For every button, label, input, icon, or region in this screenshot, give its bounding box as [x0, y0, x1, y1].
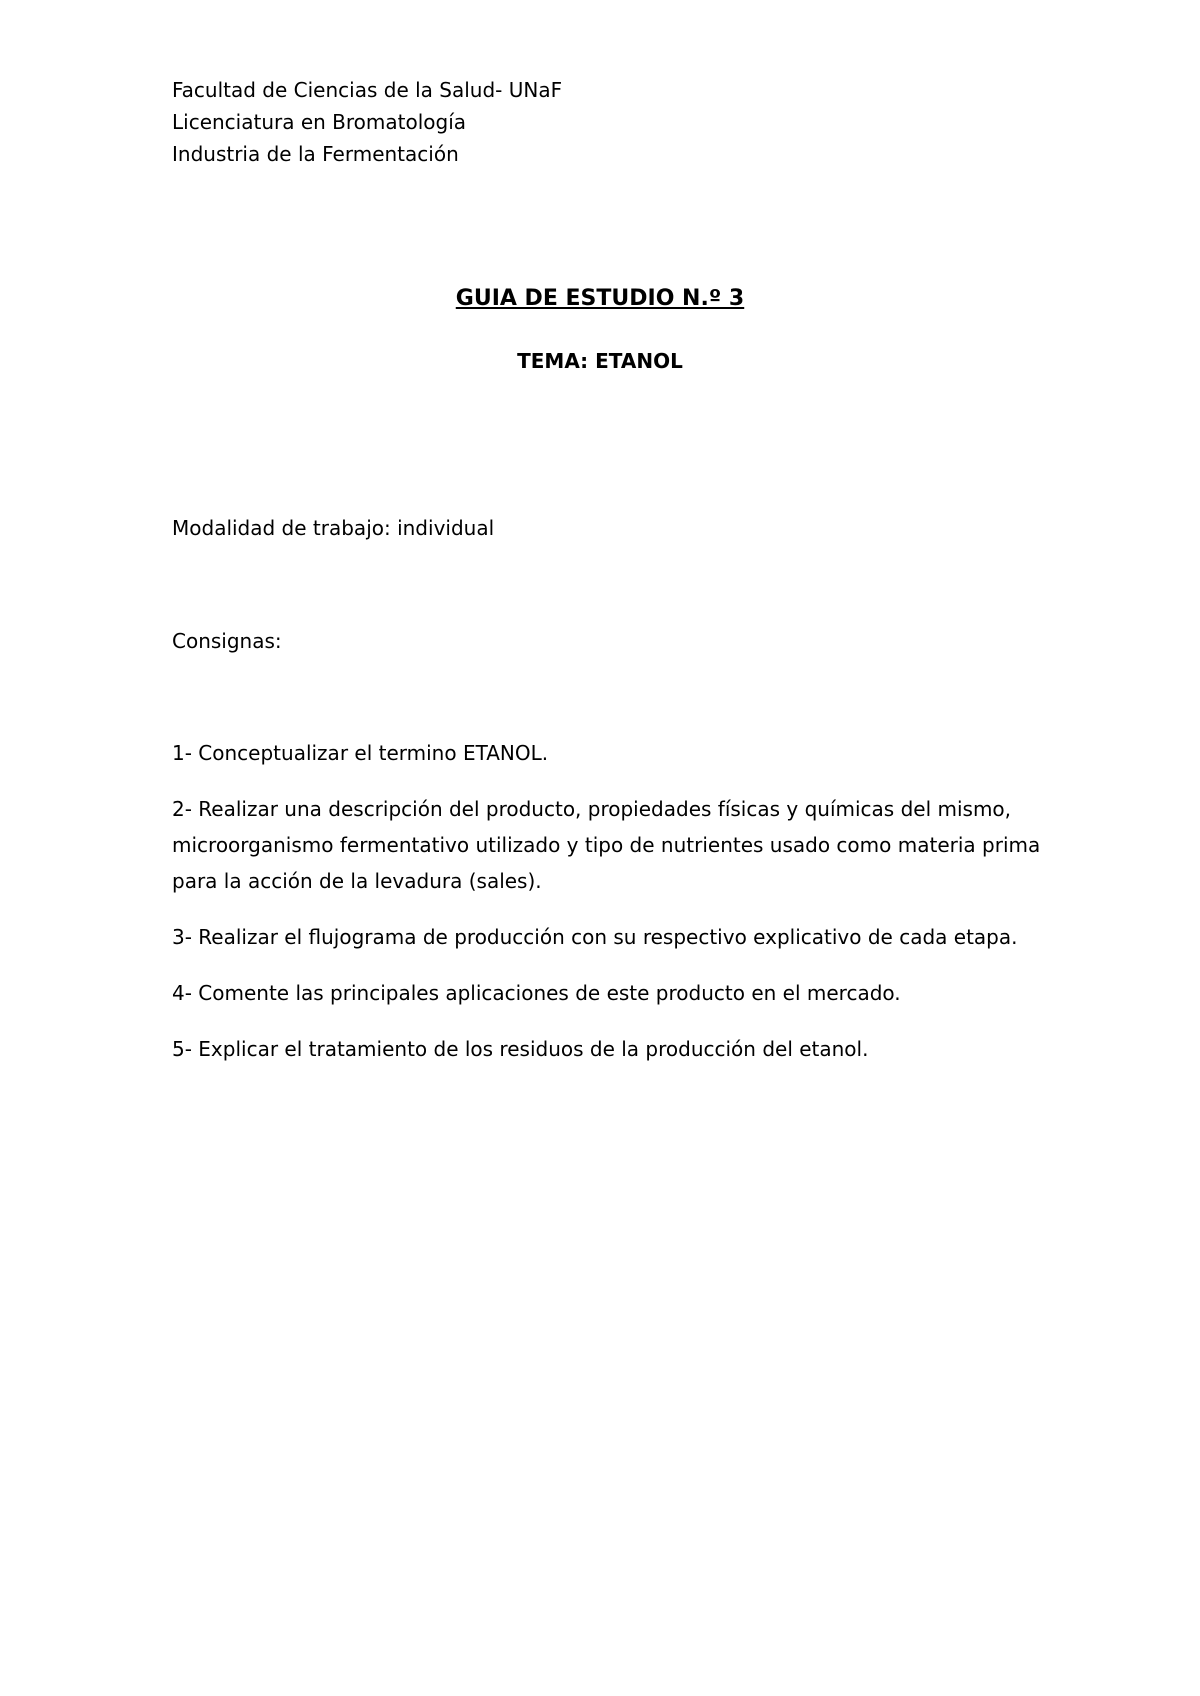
page-title: GUIA DE ESTUDIO N.º 3 — [455, 286, 745, 311]
instruction-item: 4- Comente las principales aplicaciones de este producto en el mercado. — [172, 981, 901, 1005]
document-header — [172, 74, 562, 170]
work-mode-text: Modalidad de trabajo: individual — [172, 516, 495, 540]
instruction-item: 5- Explicar el tratamiento de los residuos de la producción del etanol. — [172, 1037, 869, 1061]
faculty-line: Facultad de Ciencias de la Salud- UNaF — [172, 78, 563, 102]
instructions-list — [172, 735, 1042, 1087]
instruction-item: 1- Conceptualizar el termino ETANOL. — [172, 741, 549, 765]
instruction-item: 3- Realizar el flujograma de producción con su respectivo explicativo de cada etapa. — [172, 925, 1018, 949]
degree-line: Licenciatura en Bromatología — [172, 110, 467, 134]
course-line: Industria de la Fermentación — [172, 142, 459, 166]
instruction-item: 2- Realizar una descripción del producto, propiedades físicas y químicas del mismo, microorganismo fermentativo utilizado y tipo de nutrientes usado como materia prima para la acción de la levadura (sales). — [172, 797, 1041, 893]
topic-subtitle: TEMA: ETANOL — [517, 349, 683, 373]
instructions-label: Consignas: — [172, 629, 282, 653]
